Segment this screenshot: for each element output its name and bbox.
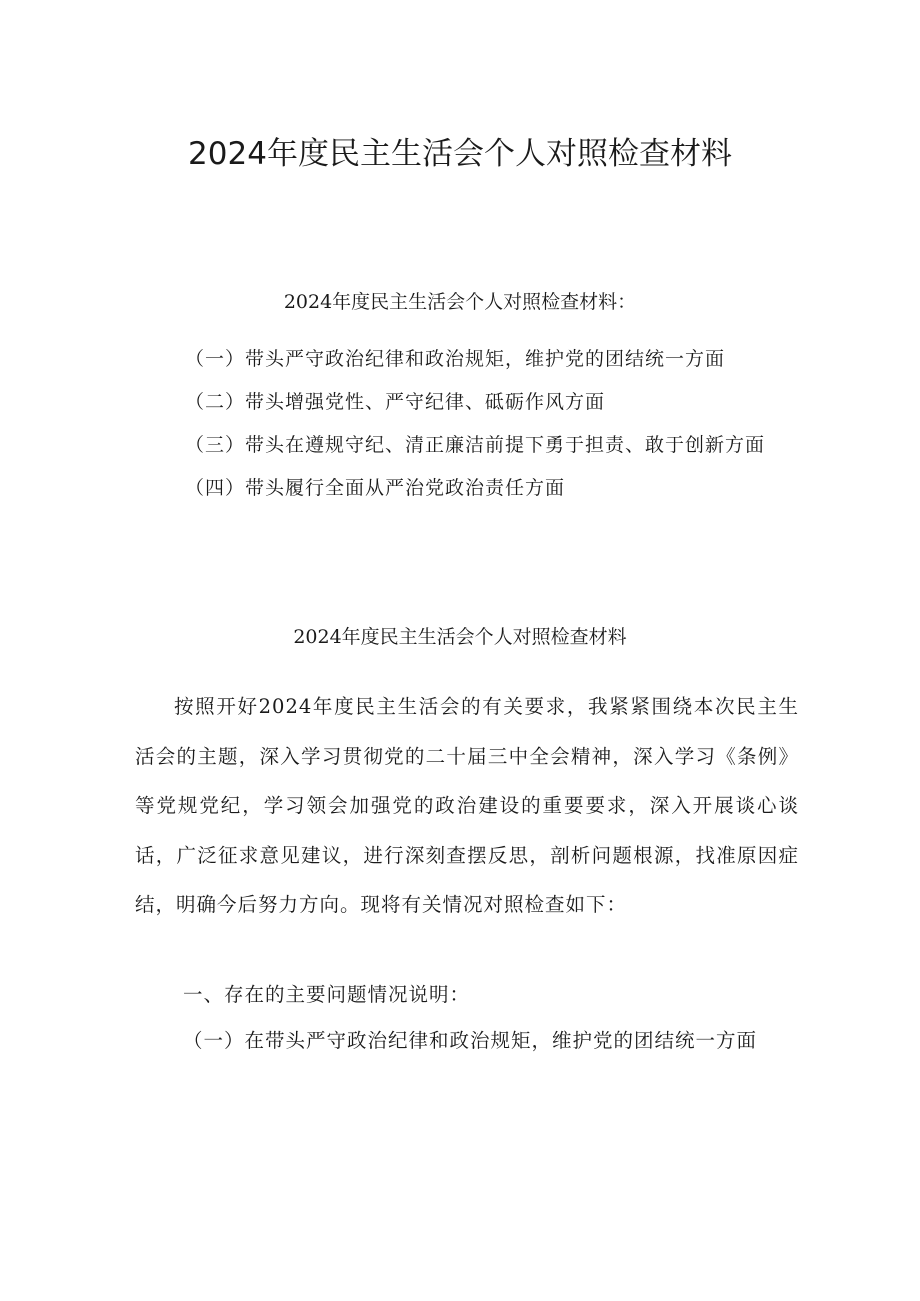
document-title: 2024年度民主生活会个人对照检查材料 — [188, 136, 732, 172]
toc-item: （三）带头在遵规守纪、清正廉洁前提下勇于担责、敢于创新方面 — [185, 434, 766, 456]
toc-list — [185, 338, 765, 510]
intro-paragraph: 按照开好2024年度民主生活会的有关要求，我紧紧围绕本次民主生活会的主题，深入学习贯彻党的二十届三中全会精神，深入学习《条例》等党规党纪，学习领会加强党的政治建设的重要要求，深入开展谈心谈话，广泛征求意见建议，进行深刻查摆反思，剖析问题根源，找准原因症结，明确今后努力方向。现将有关情况对照检查如下： — [135, 695, 799, 916]
toc-item: （二）带头增强党性、严守纪律、砥砺作风方面 — [185, 391, 606, 413]
heading-level-1: 一、存在的主要问题情况说明： — [183, 983, 471, 1006]
toc-heading: 2024年度民主生活会个人对照检查材料： — [283, 291, 637, 313]
toc-item: （一）带头严守政治纪律和政治规矩，维护党的团结统一方面 — [185, 348, 726, 370]
toc-item: （四）带头履行全面从严治党政治责任方面 — [185, 477, 566, 499]
heading-level-2: （一）在带头严守政治纪律和政治规矩，维护党的团结统一方面 — [183, 1029, 758, 1052]
section-title: 2024年度民主生活会个人对照检查材料 — [293, 626, 627, 648]
